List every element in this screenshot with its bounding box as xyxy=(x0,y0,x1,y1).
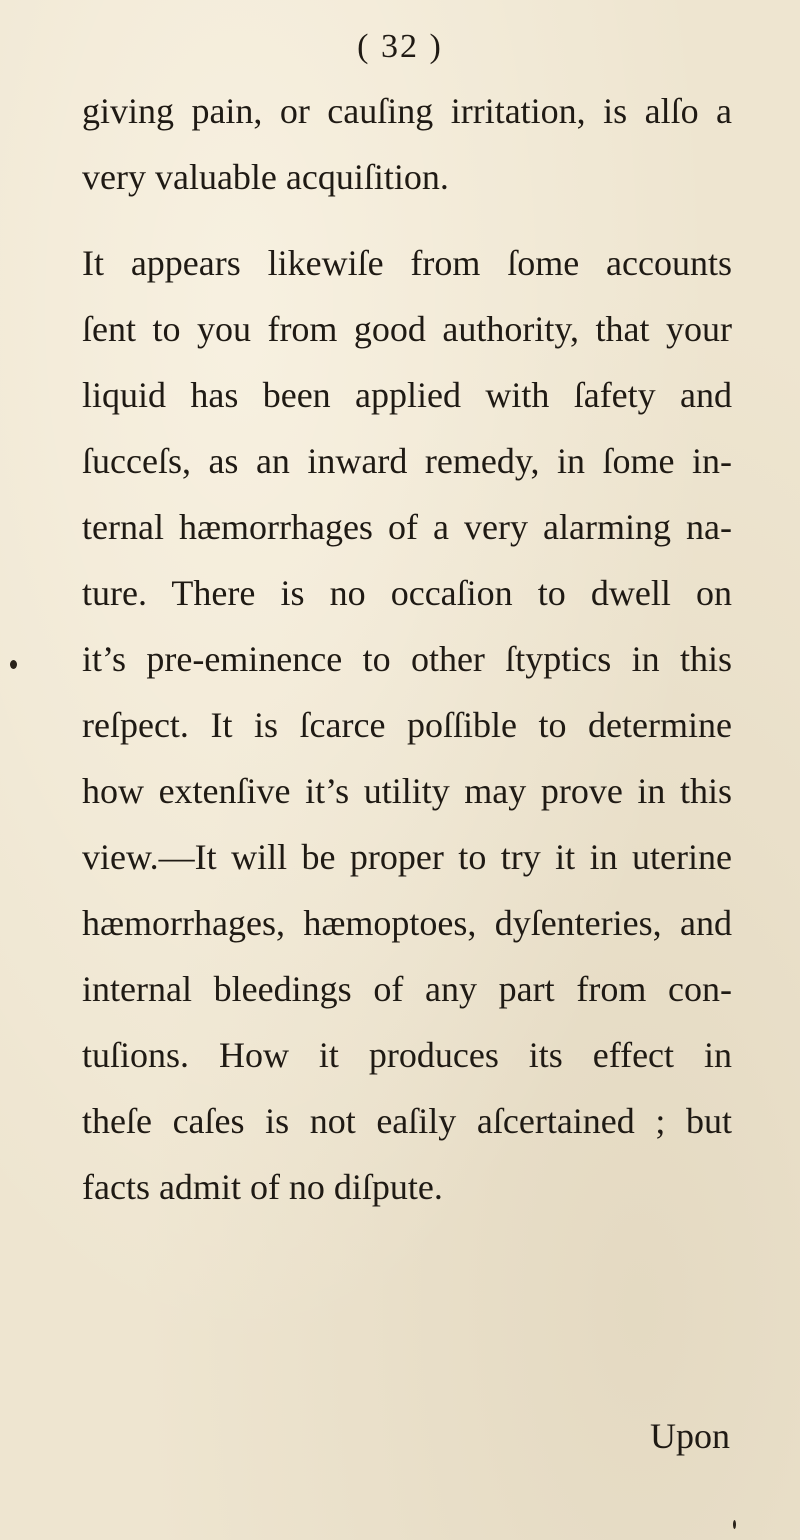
text-line: how extenſive it’s utility may prove in this xyxy=(82,771,732,811)
text-line: very valuable acquiſition. xyxy=(82,157,449,197)
ink-speck xyxy=(10,660,17,669)
text-line: facts admit of no diſpute. xyxy=(82,1167,443,1207)
text-line: giving pain, or cauſing irritation, is alſo a xyxy=(82,91,732,131)
text-line: liquid has been applied with ſafety and xyxy=(82,375,732,415)
text-line: ture. There is no occaſion to dwell on xyxy=(82,573,732,613)
text-line: hæmorrhages, hæmoptoes, dyſenteries, and xyxy=(82,903,732,943)
text-line: it’s pre-eminence to other ſtyptics in this xyxy=(82,639,732,679)
text-line: ſent to you from good authority, that your xyxy=(82,309,732,349)
page-number: ( 32 ) xyxy=(357,28,443,65)
text-line: view.—It will be proper to try it in uterine xyxy=(82,837,732,877)
ink-speck xyxy=(733,1520,736,1529)
text-line: reſpect. It is ſcarce poſſible to determine xyxy=(82,705,732,745)
text-line: internal bleedings of any part from con- xyxy=(82,969,732,1009)
text-line: It appears likewiſe from ſome accounts xyxy=(82,243,732,283)
text-block xyxy=(82,78,732,1220)
text-line: tuſions. How it produces its effect in xyxy=(82,1035,732,1075)
catchword: Upon xyxy=(650,1416,730,1456)
text-line: theſe caſes is not eaſily aſcertained ; but xyxy=(82,1101,732,1141)
text-line: ſucceſs, as an inward remedy, in ſome in- xyxy=(82,441,732,481)
paragraph-gap xyxy=(82,210,732,230)
text-line: ternal hæmorrhages of a very alarming na- xyxy=(82,507,732,547)
